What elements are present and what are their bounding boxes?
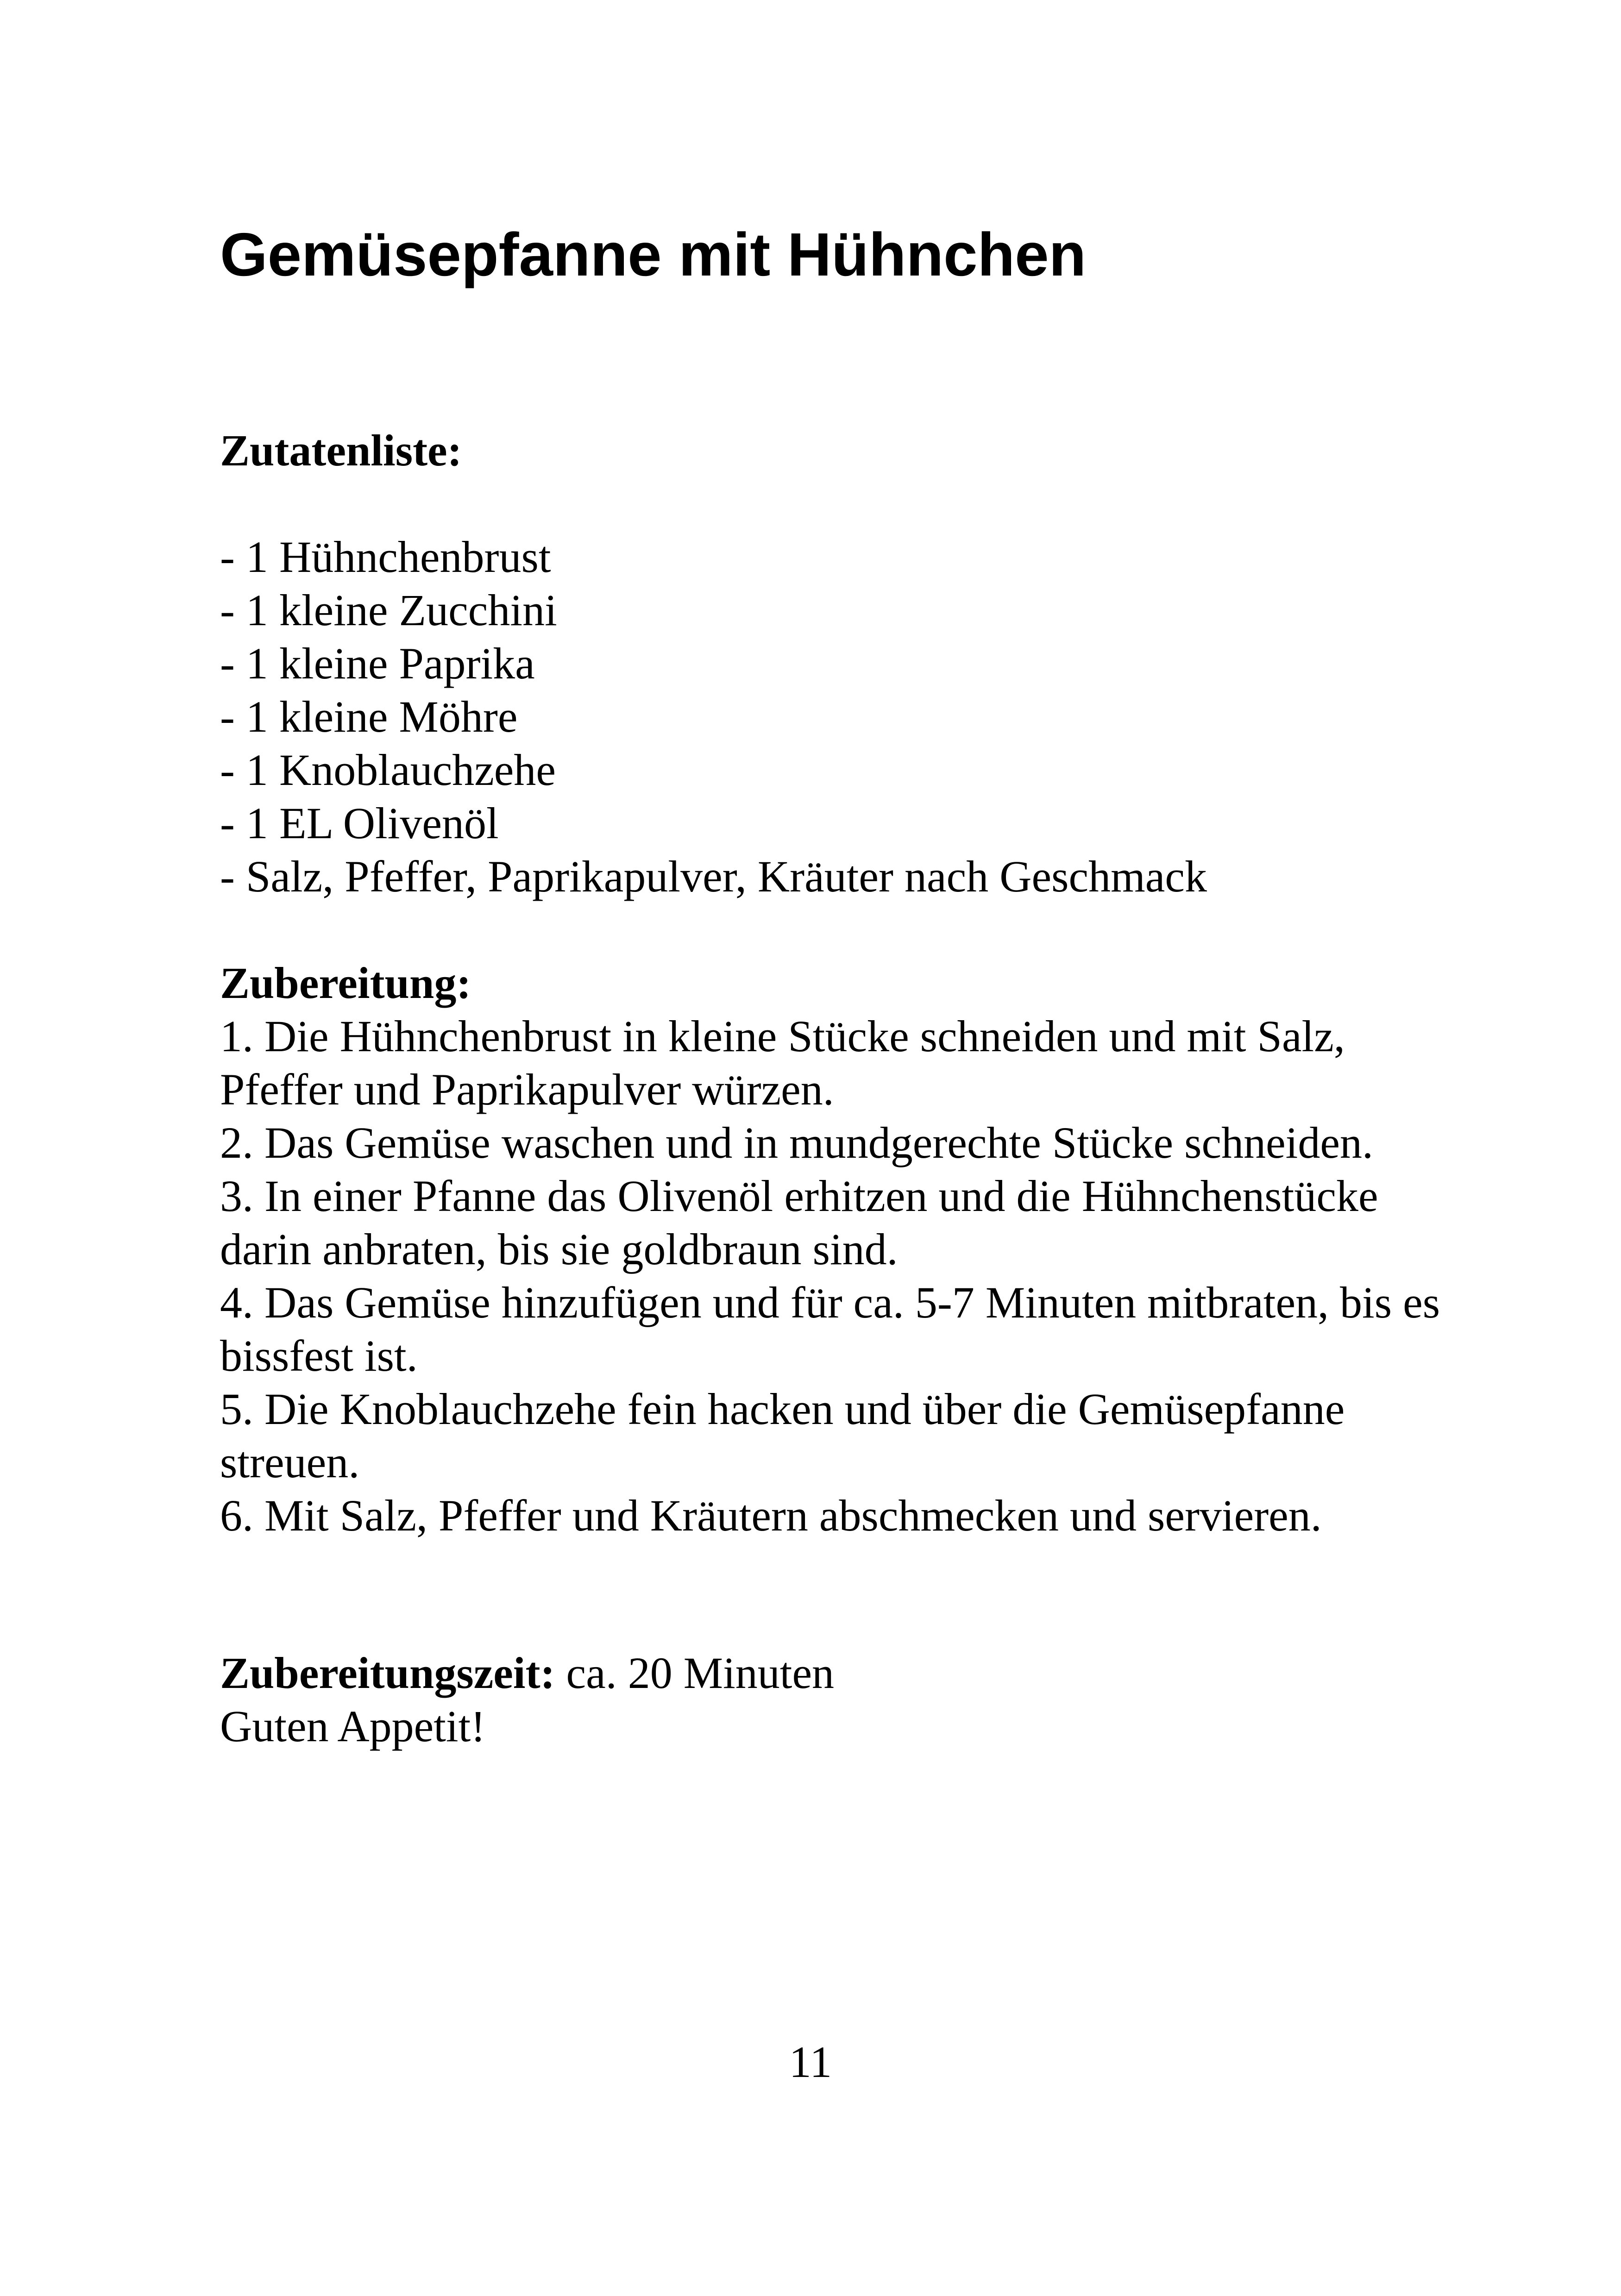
ingredient-item: - 1 kleine Möhre xyxy=(220,692,518,741)
preparation-step: 3. In einer Pfanne das Olivenöl erhitzen und die Hühnchenstücke darin anbraten, bis sie goldbraun sind. xyxy=(220,1171,1378,1274)
preparation-section xyxy=(220,956,1470,1542)
ingredient-item: - Salz, Pfeffer, Paprikapulver, Kräuter nach Geschmack xyxy=(220,852,1207,901)
prep-time-line xyxy=(220,1646,1470,1700)
ingredients-heading: Zutatenliste: xyxy=(220,426,462,475)
preparation-step: 2. Das Gemüse waschen und in mundgerechte Stücke schneiden. xyxy=(220,1118,1373,1167)
preparation-step: 6. Mit Salz, Pfeffer und Kräutern abschmecken und servieren. xyxy=(220,1491,1322,1540)
ingredient-item: - 1 kleine Zucchini xyxy=(220,585,557,635)
preparation-step: 4. Das Gemüse hinzufügen und für ca. 5-7 Minuten mitbraten, bis es bissfest ist. xyxy=(220,1278,1440,1380)
prep-time-value: ca. 20 Minuten xyxy=(555,1648,835,1698)
ingredient-item: - 1 kleine Paprika xyxy=(220,639,535,688)
preparation-step: 5. Die Knoblauchzehe fein hacken und über die Gemüsepfanne streuen. xyxy=(220,1384,1345,1487)
closing-text: Guten Appetit! xyxy=(220,1701,486,1751)
prep-time-label: Zubereitungszeit: xyxy=(220,1648,555,1698)
ingredient-item: - 1 Knoblauchzehe xyxy=(220,745,556,795)
preparation-step: 1. Die Hühnchenbrust in kleine Stücke schneiden und mit Salz, Pfeffer und Paprikapulver würzen. xyxy=(220,1011,1345,1114)
ingredient-item: - 1 Hühnchenbrust xyxy=(220,532,551,582)
page-number: 11 xyxy=(789,2037,832,2087)
ingredient-item: - 1 EL Olivenöl xyxy=(220,798,499,848)
preparation-steps xyxy=(220,1010,1470,1542)
prep-time-section xyxy=(220,1646,1470,1753)
preparation-heading: Zubereitung: xyxy=(220,958,471,1008)
ingredients-list xyxy=(220,530,1470,903)
page-title: Gemüsepfanne mit Hühnchen xyxy=(220,220,1087,289)
